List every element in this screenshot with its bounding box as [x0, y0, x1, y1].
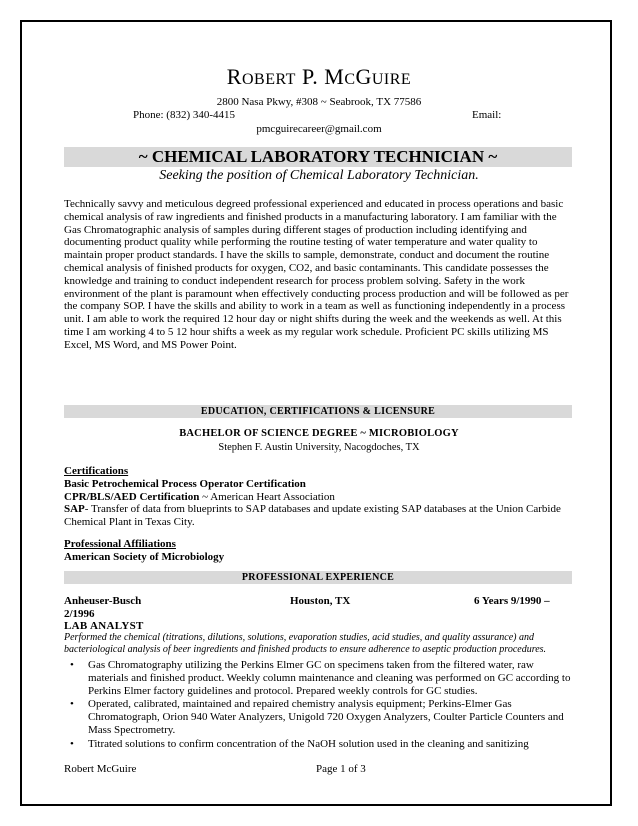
list-item: • Operated, calibrated, maintained and repaired chemistry analysis equipment; Perkins-Elmer Gas Chromatograph, Orion 940 Water Analyzers, Unigold 720 Oxygen Analyzers, Coulter Particle Counters and Mass Spectrometry. [64, 698, 576, 736]
certification-item: SAP- Transfer of data from blueprints to SAP databases and update existing SAP databases at the Union Carbide Chemical Plant in Texas City. [64, 503, 561, 529]
experience-section-title: PROFESSIONAL EXPERIENCE [64, 571, 572, 584]
job-duration: 6 Years 9/1990 – [474, 595, 550, 607]
certifications-heading: Certifications [64, 465, 129, 477]
degree: BACHELOR OF SCIENCE DEGREE ~ MICROBIOLOGY [179, 428, 459, 439]
affiliation-item: American Society of Microbiology [64, 550, 225, 563]
certification-item: Basic Petrochemical Process Operator Certification [64, 477, 306, 490]
job-description: Performed the chemical (titrations, dilutions, solutions, evaporation studies, acid studies, and quality assurance) and bacteriological analysis of beer ingredients and finished products to ensure adherence to aseptic production procedures. [64, 632, 547, 656]
professional-summary: Technically savvy and meticulous degreed professional experienced and educated in process operations and basic chemical analysis of raw ingredients and finished products in a manufacturing laboratory. I am familiar with the Gas Chromatographic analysis of samples during different stages of production including identifying and documenting product quality while performing the routine testing of water temperature and water quality to maintain proper product standards. I have the skills to sample, demonstrate, conduct and document the routine chemical analysis of finished products for oxygen, CO2, and basic contaminants. This candidate possesses the knowledge and training to conduct independent research for process problem solving. Safety in the work environment of the plant is paramount when effectively conducting process production and will be followed as per the company SOP. I have the skills and ability to work in a team as well as functioning independently in a process unit. I am able to work the required 12 hour day or night shifts during the week and the weekends as well. At this time I am working 4 to 5 12 hour shifts a week as my regular work schedule. Proficient PC skills utilizing MS Excel, MS Word, and MS Power Point. [64, 198, 569, 351]
job-role: LAB ANALYST [64, 620, 144, 632]
education-section-title: EDUCATION, CERTIFICATIONS & LICENSURE [64, 405, 572, 418]
email-label: Email: [472, 109, 502, 121]
job-title-banner: ~ CHEMICAL LABORATORY TECHNICIAN ~ [64, 147, 572, 167]
employer: Anheuser-Busch [64, 595, 142, 607]
job-bullets [64, 659, 576, 751]
job-location: Houston, TX [290, 595, 351, 607]
footer-name: Robert McGuire [64, 763, 137, 775]
address: 2800 Nasa Pkwy, #308 ~ Seabrook, TX 77586 [216, 96, 422, 108]
certification-item: CPR/BLS/AED Certification ~ American Heart Association [64, 490, 335, 503]
job-end-date: 2/1996 [64, 608, 95, 620]
phone: Phone: (832) 340-4415 [133, 109, 236, 121]
page-number: Page 1 of 3 [316, 763, 366, 775]
affiliations-heading: Professional Affiliations [64, 538, 176, 550]
list-item: • Titrated solutions to confirm concentration of the NaOH solution used in the cleaning and sanitizing [64, 738, 576, 751]
certifications-block [64, 465, 574, 529]
candidate-name: ROBERT P. MCGUIRE [226, 64, 412, 89]
affiliations-block [64, 538, 574, 564]
school: Stephen F. Austin University, Nacogdoches, TX [218, 442, 420, 453]
objective: Seeking the position of Chemical Laboratory Technician. [159, 168, 479, 183]
email[interactable]: pmcguirecareer@gmail.com [256, 123, 382, 135]
list-item: • Gas Chromatography utilizing the Perkins Elmer GC on specimens taken from the filtered water, raw materials and finished product. Weekly column maintenance and cleaning was performed on GC according to Perkins Elmer factory guidelines and protocol. Prepared weekly controls for GC studies. [64, 659, 576, 697]
